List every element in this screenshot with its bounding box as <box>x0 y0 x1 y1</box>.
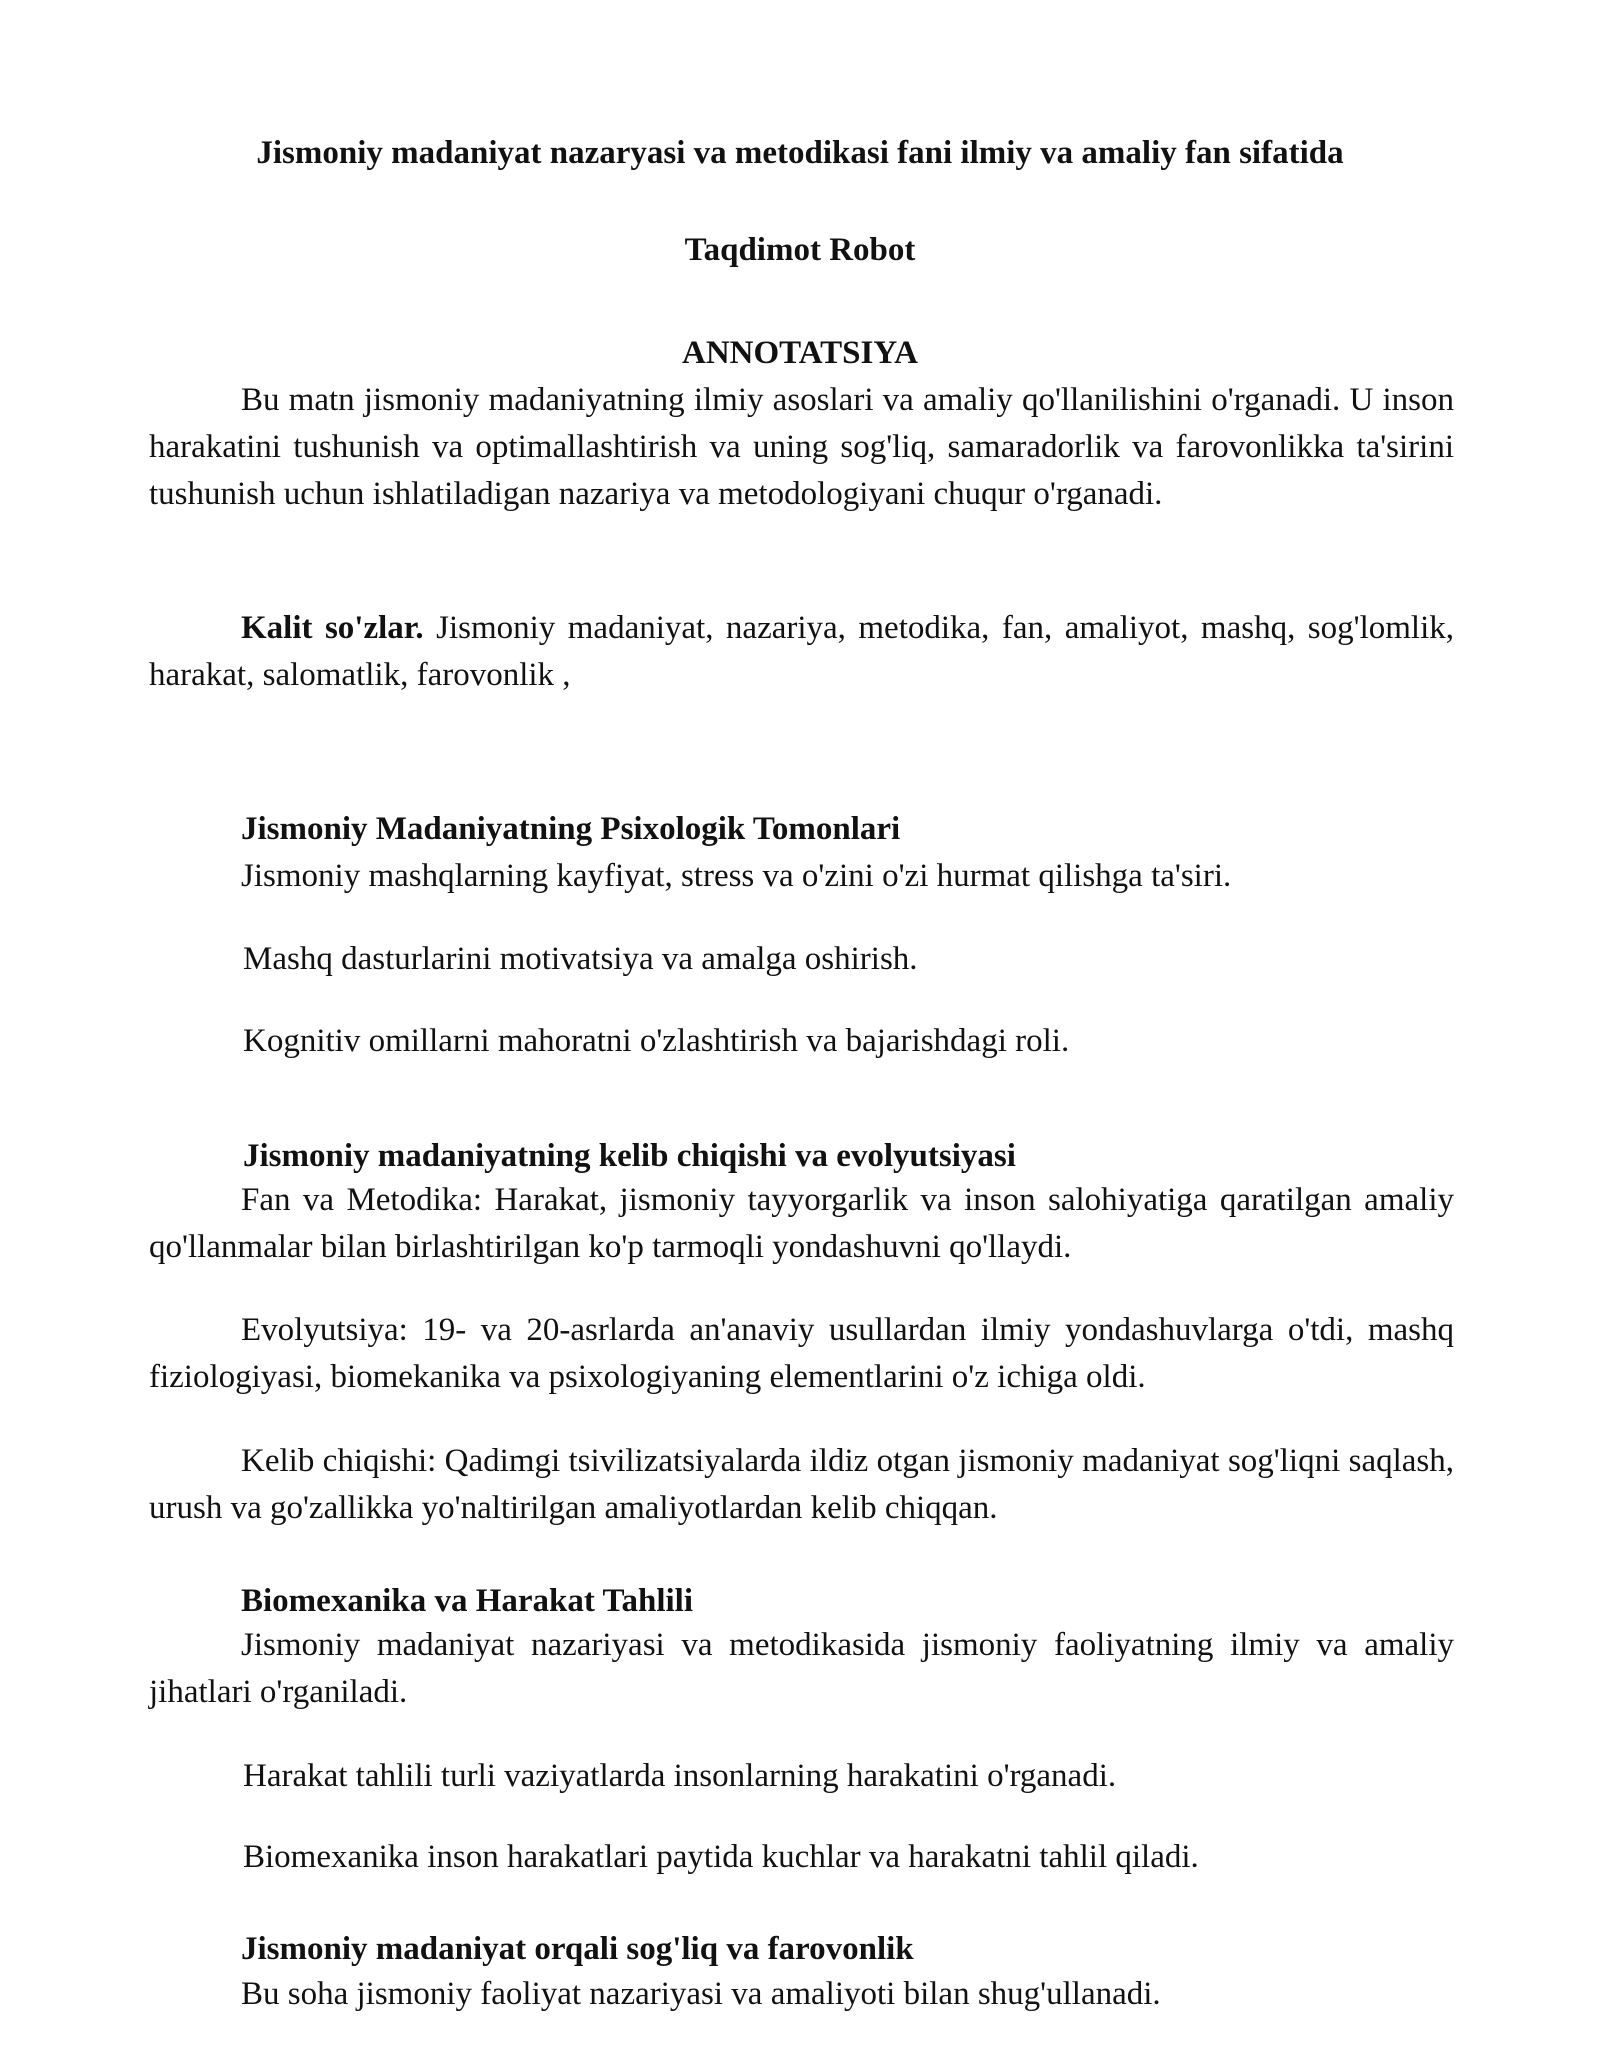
annotation-text: Bu matn jismoniy madaniyatning ilmiy asoslari va amaliy qo'llanilishini o'rganadi. U inson harakatini tushunish va optimallashtirish va uning sog'liq, samaradorlik va farovonlikka ta'sirini tushunish uchun ishlatiladigan nazariya va metodologiyani chuqur o'rganadi. <box>149 382 1454 512</box>
annotation-heading: ANNOTATSIYA <box>682 335 918 371</box>
section-heading: Jismoniy madaniyat orqali sog'liq va farovonlik <box>241 1931 914 1967</box>
section-paragraph: Evolyutsiya: 19- va 20-asrlarda an'anaviy usullardan ilmiy yondashuvlarga o'tdi, mashq fiziologiyasi, biomekanika va psixologiyaning elementlarini o'z ichiga oldi. <box>149 1312 1454 1395</box>
document-title: Jismoniy madaniyat nazaryasi va metodikasi fani ilmiy va amaliy fan sifatida <box>256 135 1344 171</box>
section-heading: Jismoniy Madaniyatning Psixologik Tomonlari <box>241 811 901 847</box>
section-paragraph: Kelib chiqishi: Qadimgi tsivilizatsiyalarda ildiz otgan jismoniy madaniyat sog'liqni saqlash, urush va go'zallikka yo'naltirilgan amaliyotlardan kelib chiqqan. <box>149 1443 1454 1526</box>
keywords-text: Jismoniy madaniyat, nazariya, metodika, fan, amaliyot, mashq, sog'lomlik, harakat, salomatlik, farovonlik , <box>149 610 1454 693</box>
keywords-paragraph <box>149 605 1454 699</box>
section-heading: Biomexanika va Harakat Tahlili <box>241 1583 694 1619</box>
document-author: Taqdimot Robot <box>684 232 916 268</box>
section-paragraph: Mashq dasturlarini motivatsiya va amalga oshirish. <box>243 941 918 977</box>
section-paragraph: Jismoniy madaniyat nazariyasi va metodikasida jismoniy faoliyatning ilmiy va amaliy jihatlari o'rganiladi. <box>149 1627 1454 1710</box>
section-paragraph: Biomexanika inson harakatlari paytida kuchlar va harakatni tahlil qiladi. <box>243 1839 1199 1875</box>
keywords-label: Kalit so'zlar. <box>241 610 424 646</box>
section-heading: Jismoniy madaniyatning kelib chiqishi va evolyutsiyasi <box>243 1138 1016 1174</box>
section-paragraph: Kognitiv omillarni mahoratni o'zlashtirish va bajarishdagi roli. <box>243 1023 1070 1059</box>
section-paragraph: Bu soha jismoniy faoliyat nazariyasi va amaliyoti bilan shug'ullanadi. <box>241 1976 1161 2012</box>
section-paragraph: Jismoniy mashqlarning kayfiyat, stress va o'zini o'zi hurmat qilishga ta'siri. <box>241 858 1232 894</box>
section-paragraph: Harakat tahlili turli vaziyatlarda insonlarning harakatini o'rganadi. <box>243 1758 1117 1794</box>
section-paragraph: Fan va Metodika: Harakat, jismoniy tayyorgarlik va inson salohiyatiga qaratilgan amaliy qo'llanmalar bilan birlashtirilgan ko'p tarmoqli yondashuvni qo'llaydi. <box>149 1182 1454 1265</box>
